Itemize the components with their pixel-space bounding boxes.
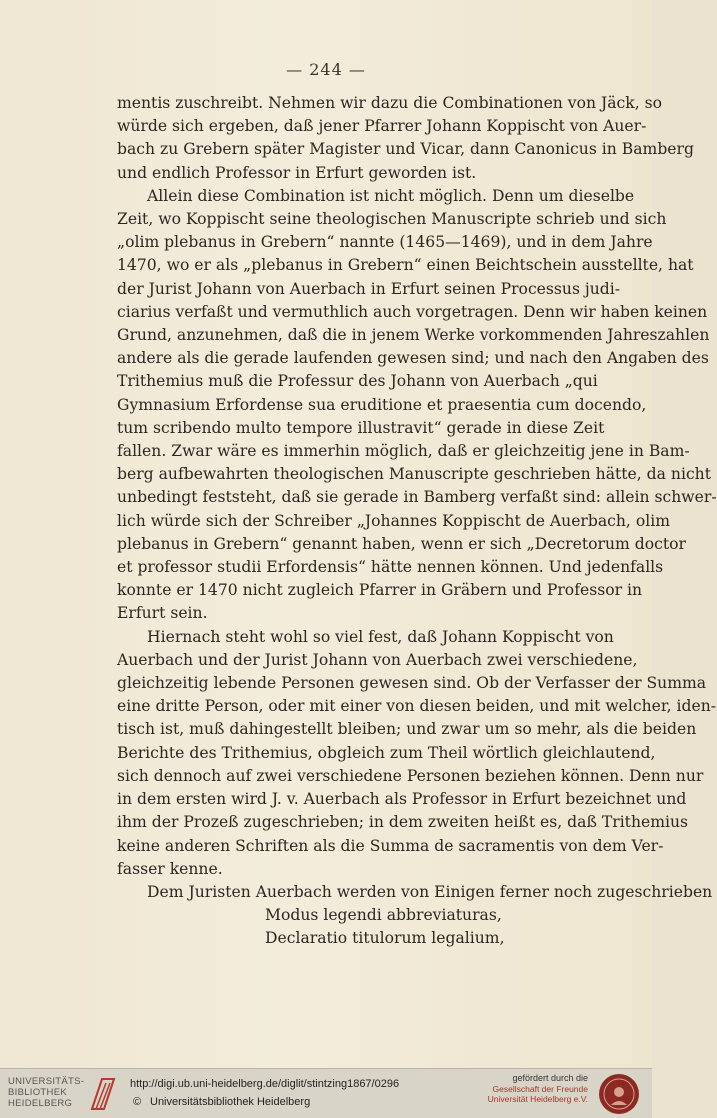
text-line: fallen. Zwar wäre es immerhin möglich, daß er gleichzeitig jene in Bam- bbox=[117, 442, 690, 461]
footer-bar bbox=[0, 1068, 652, 1118]
text-line: Allein diese Combination ist nicht möglich. Denn um dieselbe bbox=[147, 186, 635, 205]
text-line: lich würde sich der Schreiber „Johannes Koppischt de Auerbach, olim bbox=[117, 511, 670, 530]
text-line: Dem Juristen Auerbach werden von Einigen ferner noch zugeschrieben bbox=[147, 882, 713, 901]
copyright-notice bbox=[133, 1096, 311, 1108]
text-line: ihm der Prozeß zugeschrieben; in dem zweiten heißt es, daß Trithemius bbox=[117, 813, 689, 832]
text-line: „olim plebanus in Grebern“ nannte (1465—1469), und in dem Jahre bbox=[117, 233, 653, 252]
text-line: unbedingt feststeht, daß sie gerade in Bamberg verfaßt sind: allein schwer- bbox=[117, 488, 717, 507]
text-line: in dem ersten wird J. v. Auerbach als Professor in Erfurt bezeichnet und bbox=[117, 790, 687, 809]
library-name-line: BIBLIOTHEK bbox=[8, 1087, 67, 1098]
text-line: berg aufbewahrten theologischen Manuscripte geschrieben hätte, da nicht bbox=[117, 465, 711, 484]
sponsor-line: Universität Heidelberg e.V. bbox=[487, 1094, 588, 1104]
paragraph-1 bbox=[117, 92, 694, 185]
library-logo-icon[interactable] bbox=[88, 1075, 118, 1113]
library-logo-text[interactable] bbox=[8, 1076, 92, 1109]
seal-icon bbox=[598, 1073, 640, 1115]
paragraph-4 bbox=[117, 881, 713, 951]
text-line: sich dennoch auf zwei verschiedene Personen beziehen können. Denn nur bbox=[117, 766, 704, 785]
text-line: tisch ist, muß dahingestellt bleiben; und zwar um so mehr, als die beiden bbox=[117, 720, 697, 739]
paragraph-2 bbox=[117, 185, 717, 626]
sponsor-block[interactable] bbox=[458, 1073, 588, 1105]
body-text bbox=[117, 92, 717, 951]
text-line: fasser kenne. bbox=[117, 859, 223, 878]
library-name-line: UNIVERSITÄTS- bbox=[8, 1076, 85, 1087]
text-line: plebanus in Grebern“ genannt haben, wenn er sich „Decretorum doctor bbox=[117, 534, 686, 553]
list-item: Declaratio titulorum legalium, bbox=[265, 929, 505, 948]
text-line: der Jurist Johann von Auerbach in Erfurt seinen Processus judi- bbox=[117, 279, 621, 298]
text-line: ciarius verfaßt und vermuthlich auch vorgetragen. Denn wir haben keinen bbox=[117, 302, 708, 321]
text-line: andere als die gerade laufenden gewesen sind; und nach den Angaben des bbox=[117, 349, 709, 368]
text-line: Gymnasium Erfordense sua eruditione et praesentia cum docendo, bbox=[117, 395, 647, 414]
text-line: Erfurt sein. bbox=[117, 604, 208, 623]
text-line: Grund, anzunehmen, daß die in jenem Werke vorkommenden Jahreszahlen bbox=[117, 326, 710, 345]
text-line: konnte er 1470 nicht zugleich Pfarrer in Gräbern und Professor in bbox=[117, 581, 643, 600]
permalink-url[interactable]: http://digi.ub.uni-heidelberg.de/diglit/stintzing1867/0296 bbox=[130, 1078, 400, 1090]
text-line: 1470, wo er als „plebanus in Grebern“ einen Beichtschein ausstellte, hat bbox=[117, 256, 694, 275]
text-line: tum scribendo multo tempore illustravit“ gerade in diese Zeit bbox=[117, 418, 605, 437]
text-line: Trithemius muß die Professur des Johann von Auerbach „qui bbox=[117, 372, 598, 391]
text-line: Zeit, wo Koppischt seine theologischen Manuscripte schrieb und sich bbox=[117, 210, 667, 229]
paragraph-3 bbox=[117, 626, 717, 881]
text-line: bach zu Grebern später Magister und Vicar, dann Canonicus in Bamberg bbox=[117, 140, 694, 159]
text-line: und endlich Professor in Erfurt geworden ist. bbox=[117, 163, 477, 182]
text-line: eine dritte Person, oder mit einer von diesen beiden, und mit welcher, iden- bbox=[117, 697, 717, 716]
list-item: Modus legendi abbreviaturas, bbox=[265, 906, 502, 925]
text-line: Hiernach steht wohl so viel fest, daß Johann Koppischt von bbox=[147, 627, 614, 646]
sponsor-line: gefördert durch die bbox=[512, 1073, 588, 1083]
text-line: et professor studii Erfordensis“ hätte nennen können. Und jedenfalls bbox=[117, 558, 664, 577]
text-line: keine anderen Schriften als die Summa de sacramentis von dem Ver- bbox=[117, 836, 664, 855]
copyright-icon: © bbox=[133, 1096, 142, 1108]
text-line: mentis zuschreibt. Nehmen wir dazu die Combinationen von Jäck, so bbox=[117, 94, 663, 112]
library-name-line: HEIDELBERG bbox=[8, 1098, 73, 1109]
text-line: würde sich ergeben, daß jener Pfarrer Johann Koppischt von Auer- bbox=[117, 117, 647, 136]
text-line: Berichte des Trithemius, obgleich zum Theil wörtlich gleichlautend, bbox=[117, 743, 656, 762]
text-line: Auerbach und der Jurist Johann von Auerbach zwei verschiedene, bbox=[117, 650, 638, 669]
copyright-text: Universitätsbibliothek Heidelberg bbox=[150, 1096, 311, 1108]
page-number: — 244 — bbox=[286, 60, 366, 79]
text-line: gleichzeitig lebende Personen gewesen sind. Ob der Verfasser der Summa bbox=[117, 674, 707, 693]
sponsor-line: Gesellschaft der Freunde bbox=[492, 1083, 588, 1094]
